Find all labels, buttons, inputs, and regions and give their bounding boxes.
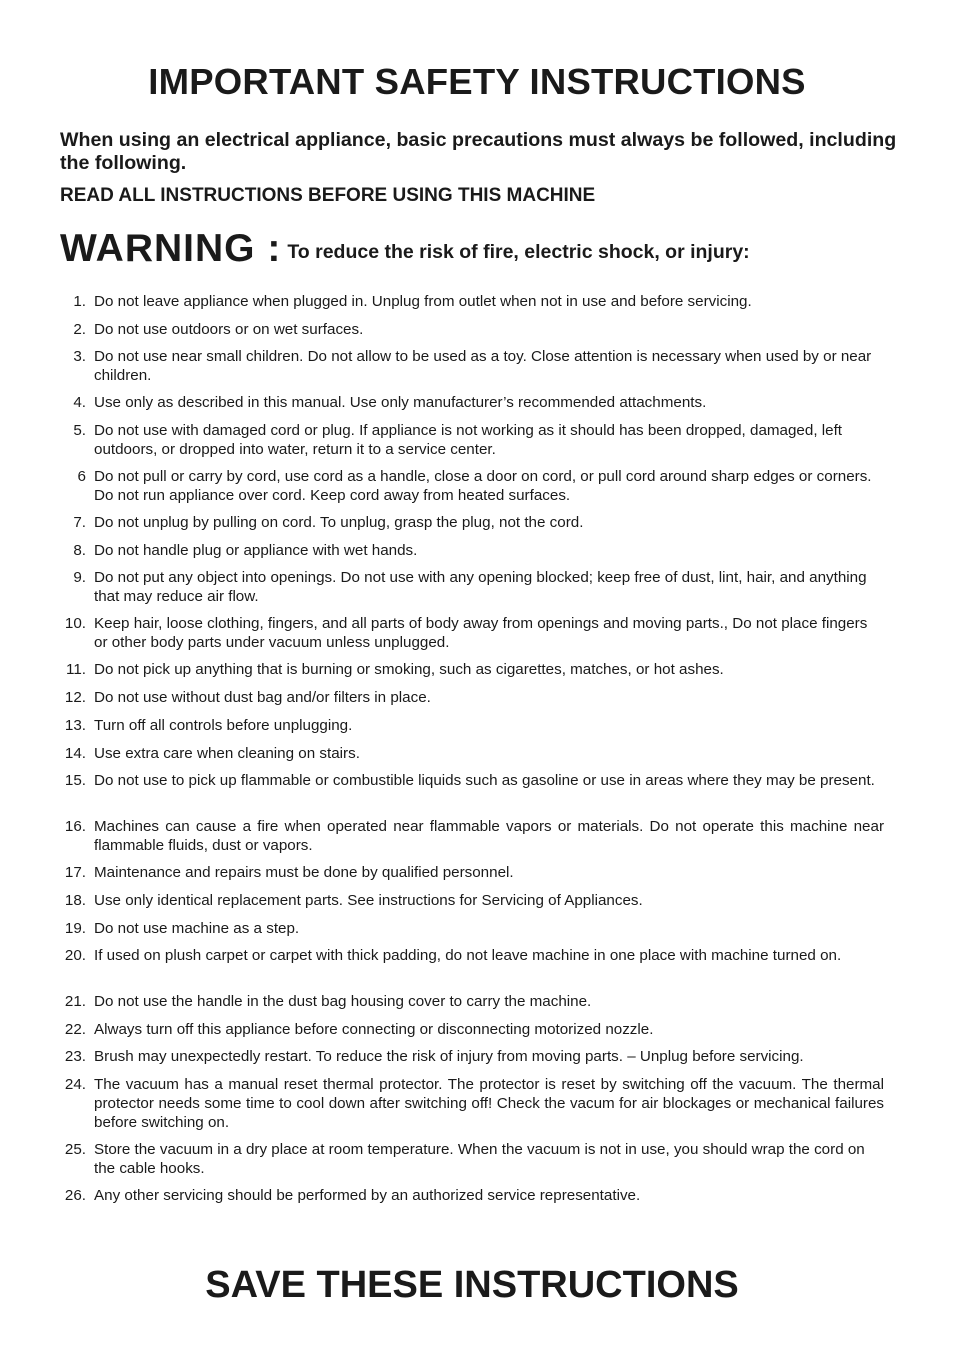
instruction-text: Use only identical replacement parts. See instructions for Servicing of Appliances. bbox=[94, 892, 643, 909]
instruction-text: Do not use to pick up flammable or combustible liquids such as gasoline or use in areas where they may be present. bbox=[94, 772, 875, 789]
instruction-number: 15. bbox=[64, 772, 86, 789]
page-title: IMPORTANT SAFETY INSTRUCTIONS bbox=[148, 61, 806, 102]
instruction-text: Any other servicing should be performed by an authorized service representative. bbox=[94, 1187, 641, 1204]
instruction-text: Brush may unexpectedly restart. To reduce the risk of injury from moving parts. – Unplug before servicing. bbox=[94, 1048, 804, 1065]
instruction-text: Do not use with damaged cord or plug. If appliance is not working as it should has been dropped, damaged, left outdoors, or dropped into water, return it to a service center. bbox=[94, 422, 843, 458]
instruction-number: 22. bbox=[64, 1021, 86, 1038]
instruction-number: 26. bbox=[64, 1187, 86, 1204]
instruction-text: Do not unplug by pulling on cord. To unplug, grasp the plug, not the cord. bbox=[94, 514, 584, 531]
instruction-text: Do not use near small children. Do not allow to be used as a toy. Close attention is necessary when used by or near children. bbox=[94, 348, 872, 384]
instruction-number: 10. bbox=[64, 615, 86, 632]
instruction-number: 2. bbox=[73, 321, 86, 338]
instruction-number: 4. bbox=[73, 394, 86, 411]
instruction-number: 18. bbox=[64, 892, 86, 909]
instruction-number: 8. bbox=[73, 542, 86, 559]
warning-heading bbox=[60, 226, 920, 272]
warning-label: WARNING : bbox=[60, 227, 282, 270]
intro-text: When using an electrical appliance, basic precautions must always be followed, including the following. bbox=[60, 129, 897, 174]
instruction-number: 19. bbox=[64, 920, 86, 937]
instruction-text: Turn off all controls before unplugging. bbox=[94, 717, 353, 734]
instruction-text: Do not pick up anything that is burning or smoking, such as cigarettes, matches, or hot ashes. bbox=[94, 661, 724, 678]
instruction-number: 20. bbox=[64, 947, 86, 964]
instruction-number: 1. bbox=[73, 293, 86, 310]
instruction-text: Do not use without dust bag and/or filters in place. bbox=[94, 689, 431, 706]
instruction-text: Do not pull or carry by cord, use cord as a handle, close a door on cord, or pull cord around sharp edges or corners. Do not run appliance over cord. Keep cord away from heated surfaces. bbox=[94, 468, 872, 504]
instruction-text: Use extra care when cleaning on stairs. bbox=[94, 745, 360, 762]
instruction-number: 23. bbox=[64, 1048, 86, 1065]
instruction-number: 6 bbox=[77, 468, 86, 485]
warning-subtext: To reduce the risk of fire, electric shock, or injury: bbox=[287, 241, 750, 263]
read-all-notice: READ ALL INSTRUCTIONS BEFORE USING THIS MACHINE bbox=[60, 185, 596, 206]
instruction-number: 17. bbox=[64, 864, 86, 881]
instruction-text: Keep hair, loose clothing, fingers, and all parts of body away from openings and moving parts., Do not place fingers or other body parts under vacuum unless unplugged. bbox=[94, 615, 868, 651]
instruction-number: 13. bbox=[64, 717, 86, 734]
instruction-number: 3. bbox=[73, 348, 86, 365]
instruction-number: 9. bbox=[73, 569, 86, 586]
instruction-text: Machines can cause a fire when operated near flammable vapors or materials. Do not operate this machine near flammable fluids, dust or vapors. bbox=[94, 818, 884, 854]
instruction-text: The vacuum has a manual reset thermal protector. The protector is reset by switching off the vacuum. The thermal protector needs some time to cool down after switching off! Check the vacum for air blockages or mechanical failures before switching on. bbox=[94, 1076, 884, 1131]
instruction-number: 25. bbox=[64, 1141, 86, 1158]
instruction-number: 14. bbox=[64, 745, 86, 762]
instruction-text: Always turn off this appliance before connecting or disconnecting motorized nozzle. bbox=[94, 1021, 654, 1038]
instruction-number: 7. bbox=[73, 514, 86, 531]
instruction-text: Use only as described in this manual. Use only manufacturer’s recommended attachments. bbox=[94, 394, 707, 411]
instruction-text: If used on plush carpet or carpet with thick padding, do not leave machine in one place with machine turned on. bbox=[94, 947, 842, 964]
instruction-number: 11. bbox=[66, 661, 86, 678]
instruction-text: Maintenance and repairs must be done by qualified personnel. bbox=[94, 864, 514, 881]
instruction-text: Do not use outdoors or on wet surfaces. bbox=[94, 321, 364, 338]
instruction-number: 24. bbox=[64, 1076, 86, 1093]
instruction-text: Store the vacuum in a dry place at room temperature. When the vacuum is not in use, you should wrap the cord on the cable hooks. bbox=[94, 1141, 865, 1177]
instruction-number: 12. bbox=[64, 689, 86, 706]
instruction-text: Do not handle plug or appliance with wet hands. bbox=[94, 542, 418, 559]
instruction-text: Do not use the handle in the dust bag housing cover to carry the machine. bbox=[94, 993, 592, 1010]
instruction-number: 21. bbox=[64, 993, 86, 1010]
instruction-text: Do not put any object into openings. Do not use with any opening blocked; keep free of dust, lint, hair, and anything that may reduce air flow. bbox=[94, 569, 867, 605]
instruction-number: 5. bbox=[73, 422, 86, 439]
instruction-text: Do not leave appliance when plugged in. Unplug from outlet when not in use and before servicing. bbox=[94, 293, 752, 310]
instruction-number: 16. bbox=[64, 818, 86, 835]
save-instructions-footer: SAVE THESE INSTRUCTIONS bbox=[205, 1264, 739, 1306]
instruction-text: Do not use machine as a step. bbox=[94, 920, 300, 937]
